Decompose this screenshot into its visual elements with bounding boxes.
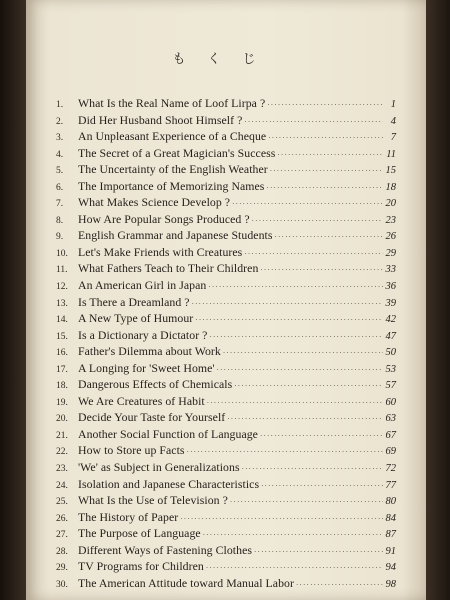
entry-page-number: 42 — [385, 314, 396, 326]
entry-title: 'We' as Subject in Generalizations — [78, 460, 240, 475]
toc-entry — [56, 278, 396, 295]
entry-page-number: 20 — [385, 198, 396, 210]
entry-number: 13. — [56, 298, 68, 309]
entry-number: 19. — [56, 397, 68, 408]
toc-entry — [56, 261, 396, 278]
toc-entry — [56, 179, 396, 196]
toc-entry — [56, 377, 396, 394]
entry-page-number: 29 — [385, 247, 396, 259]
dot-leader — [187, 448, 383, 456]
entry-number: 3. — [56, 133, 64, 144]
toc-entry — [56, 443, 396, 460]
entry-page-number: 50 — [385, 347, 396, 359]
dot-leader — [242, 465, 383, 473]
contents-heading: もくじ — [172, 52, 278, 67]
entry-number: 20. — [56, 414, 68, 425]
entry-title: A New Type of Humour — [78, 311, 194, 326]
entry-number: 4. — [56, 149, 64, 160]
toc-entry — [56, 195, 396, 212]
entry-number: 10. — [56, 248, 68, 259]
entry-title: Did Her Husband Shoot Himself ? — [78, 112, 243, 127]
entry-page-number: 63 — [385, 413, 396, 425]
toc-entry — [56, 212, 396, 229]
dot-leader — [252, 217, 383, 225]
toc-entry — [56, 344, 396, 361]
dot-leader — [180, 515, 383, 523]
dot-leader — [203, 531, 383, 539]
entry-page-number: 33 — [385, 264, 396, 276]
dot-leader — [217, 366, 383, 374]
dot-leader — [227, 415, 383, 423]
entry-title: Isolation and Japanese Characteristics — [78, 476, 260, 491]
toc-entry — [56, 295, 396, 312]
entry-title: The Secret of a Great Magician's Success — [78, 145, 276, 160]
entry-title: Is a Dictionary a Dictator ? — [78, 327, 208, 342]
toc-entry — [56, 394, 396, 411]
dot-leader — [254, 548, 383, 556]
entry-number: 24. — [56, 480, 68, 491]
entry-title: Different Ways of Fastening Clothes — [78, 542, 253, 557]
entry-number: 28. — [56, 546, 68, 557]
entry-page-number: 67 — [385, 429, 396, 441]
entry-number: 12. — [56, 282, 68, 293]
dot-leader — [234, 382, 383, 390]
entry-title: An American Girl in Japan — [78, 278, 207, 293]
entry-title: A Longing for 'Sweet Home' — [78, 360, 215, 375]
toc-entry — [56, 129, 396, 146]
entry-number: 23. — [56, 464, 68, 475]
toc-entry — [56, 228, 396, 245]
entry-title: English Grammar and Japanese Students — [78, 228, 273, 243]
entry-number: 2. — [56, 116, 64, 127]
entry-page-number: 15 — [385, 165, 396, 177]
dot-leader — [223, 349, 383, 357]
toc-entry — [56, 113, 396, 130]
toc-entry — [56, 410, 396, 427]
entry-title: The History of Paper — [78, 509, 179, 524]
entry-number: 27. — [56, 530, 68, 541]
dot-leader — [232, 200, 383, 208]
toc-entry — [56, 146, 396, 163]
dot-leader — [209, 333, 383, 341]
entry-title: What Fathers Teach to Their Children — [78, 261, 259, 276]
dot-leader — [266, 184, 383, 192]
entry-title: What Is the Use of Television ? — [78, 493, 228, 508]
entry-number: 26. — [56, 513, 68, 524]
entry-title: The Uncertainty of the English Weather — [78, 162, 268, 177]
toc-entry — [56, 493, 396, 510]
entry-page-number: 11 — [386, 148, 396, 160]
toc-entry — [56, 526, 396, 543]
dot-leader — [260, 266, 383, 274]
entry-number: 14. — [56, 315, 68, 326]
entry-title: The American Attitude toward Manual Labor — [78, 575, 294, 590]
entry-number: 15. — [56, 331, 68, 342]
dot-leader — [296, 581, 383, 589]
entry-title: The Purpose of Language — [78, 526, 201, 541]
table-of-contents — [56, 96, 396, 592]
entry-title: Decide Your Taste for Yourself — [78, 410, 226, 425]
entry-title: An Unpleasant Experience of a Cheque — [78, 129, 267, 144]
entry-number: 11. — [56, 265, 68, 276]
entry-page-number: 26 — [385, 231, 396, 243]
dot-leader — [277, 151, 383, 159]
entry-page-number: 18 — [385, 181, 396, 193]
toc-entry — [56, 510, 396, 527]
dot-leader — [260, 432, 383, 440]
entry-page-number: 23 — [385, 214, 396, 226]
entry-title: We Are Creatures of Habit — [78, 393, 205, 408]
toc-entry — [56, 543, 396, 560]
entry-page-number: 53 — [385, 363, 396, 375]
entry-title: What Makes Science Develop ? — [78, 195, 231, 210]
entry-title: Father's Dilemma about Work — [78, 344, 221, 359]
entry-number: 17. — [56, 364, 68, 375]
toc-entry — [56, 328, 396, 345]
toc-entry — [56, 576, 396, 593]
dot-leader — [244, 250, 383, 258]
entry-page-number: 69 — [385, 446, 396, 458]
entry-number: 22. — [56, 447, 68, 458]
dot-leader — [244, 118, 383, 126]
entry-title: Is There a Dreamland ? — [78, 294, 190, 309]
dot-leader — [207, 399, 383, 407]
entry-page-number: 4 — [390, 115, 396, 127]
entry-page-number: 36 — [385, 281, 396, 293]
entry-number: 7. — [56, 199, 64, 210]
entry-page-number: 87 — [385, 529, 396, 541]
book-spine-shadow — [0, 0, 26, 600]
entry-number: 5. — [56, 166, 64, 177]
entry-number: 29. — [56, 563, 68, 574]
dot-leader — [208, 283, 383, 291]
entry-title: Another Social Function of Language — [78, 426, 258, 441]
entry-title: TV Programs for Children — [78, 559, 204, 574]
entry-title: How to Store up Facts — [78, 443, 185, 458]
dot-leader — [206, 564, 383, 572]
entry-number: 1. — [56, 100, 64, 110]
entry-number: 18. — [56, 381, 68, 392]
entry-page-number: 39 — [385, 297, 396, 309]
entry-title: What Is the Real Name of Loof Lirpa ? — [78, 96, 266, 110]
toc-entry — [56, 477, 396, 494]
entry-page-number: 91 — [385, 545, 396, 557]
toc-entry — [56, 559, 396, 576]
entry-page-number: 98 — [385, 578, 396, 590]
entry-number: 21. — [56, 430, 68, 441]
entry-page-number: 60 — [385, 396, 396, 408]
dot-leader — [268, 134, 383, 142]
entry-title: Let's Make Friends with Creatures — [78, 244, 243, 259]
toc-entry — [56, 427, 396, 444]
toc-entry — [56, 162, 396, 179]
entry-title: The Importance of Memorizing Names — [78, 178, 265, 193]
entry-page-number: 84 — [385, 512, 396, 524]
dot-leader — [275, 233, 384, 241]
entry-number: 8. — [56, 215, 64, 226]
entry-page-number: 1 — [390, 99, 396, 110]
dot-leader — [267, 101, 383, 109]
book-edge-shadow — [426, 0, 450, 600]
toc-entry — [56, 361, 396, 378]
toc-entry — [56, 311, 396, 328]
toc-entry — [56, 96, 396, 113]
entry-number: 25. — [56, 497, 68, 508]
dot-leader — [195, 316, 383, 324]
toc-entry — [56, 460, 396, 477]
dot-leader — [270, 167, 383, 175]
entry-number: 9. — [56, 232, 64, 243]
entry-title: How Are Popular Songs Produced ? — [78, 211, 250, 226]
entry-title: Dangerous Effects of Chemicals — [78, 377, 233, 392]
entry-number: 16. — [56, 348, 68, 359]
entry-page-number: 94 — [385, 562, 396, 574]
entry-number: 6. — [56, 182, 64, 193]
entry-page-number: 80 — [385, 496, 396, 508]
dot-leader — [261, 482, 383, 490]
dot-leader — [230, 498, 383, 506]
entry-number: 30. — [56, 579, 68, 590]
entry-page-number: 47 — [385, 330, 396, 342]
entry-page-number: 7 — [390, 132, 396, 144]
toc-entry — [56, 245, 396, 262]
dot-leader — [192, 300, 383, 308]
entry-page-number: 57 — [385, 380, 396, 392]
entry-page-number: 77 — [385, 479, 396, 491]
entry-page-number: 72 — [385, 463, 396, 475]
